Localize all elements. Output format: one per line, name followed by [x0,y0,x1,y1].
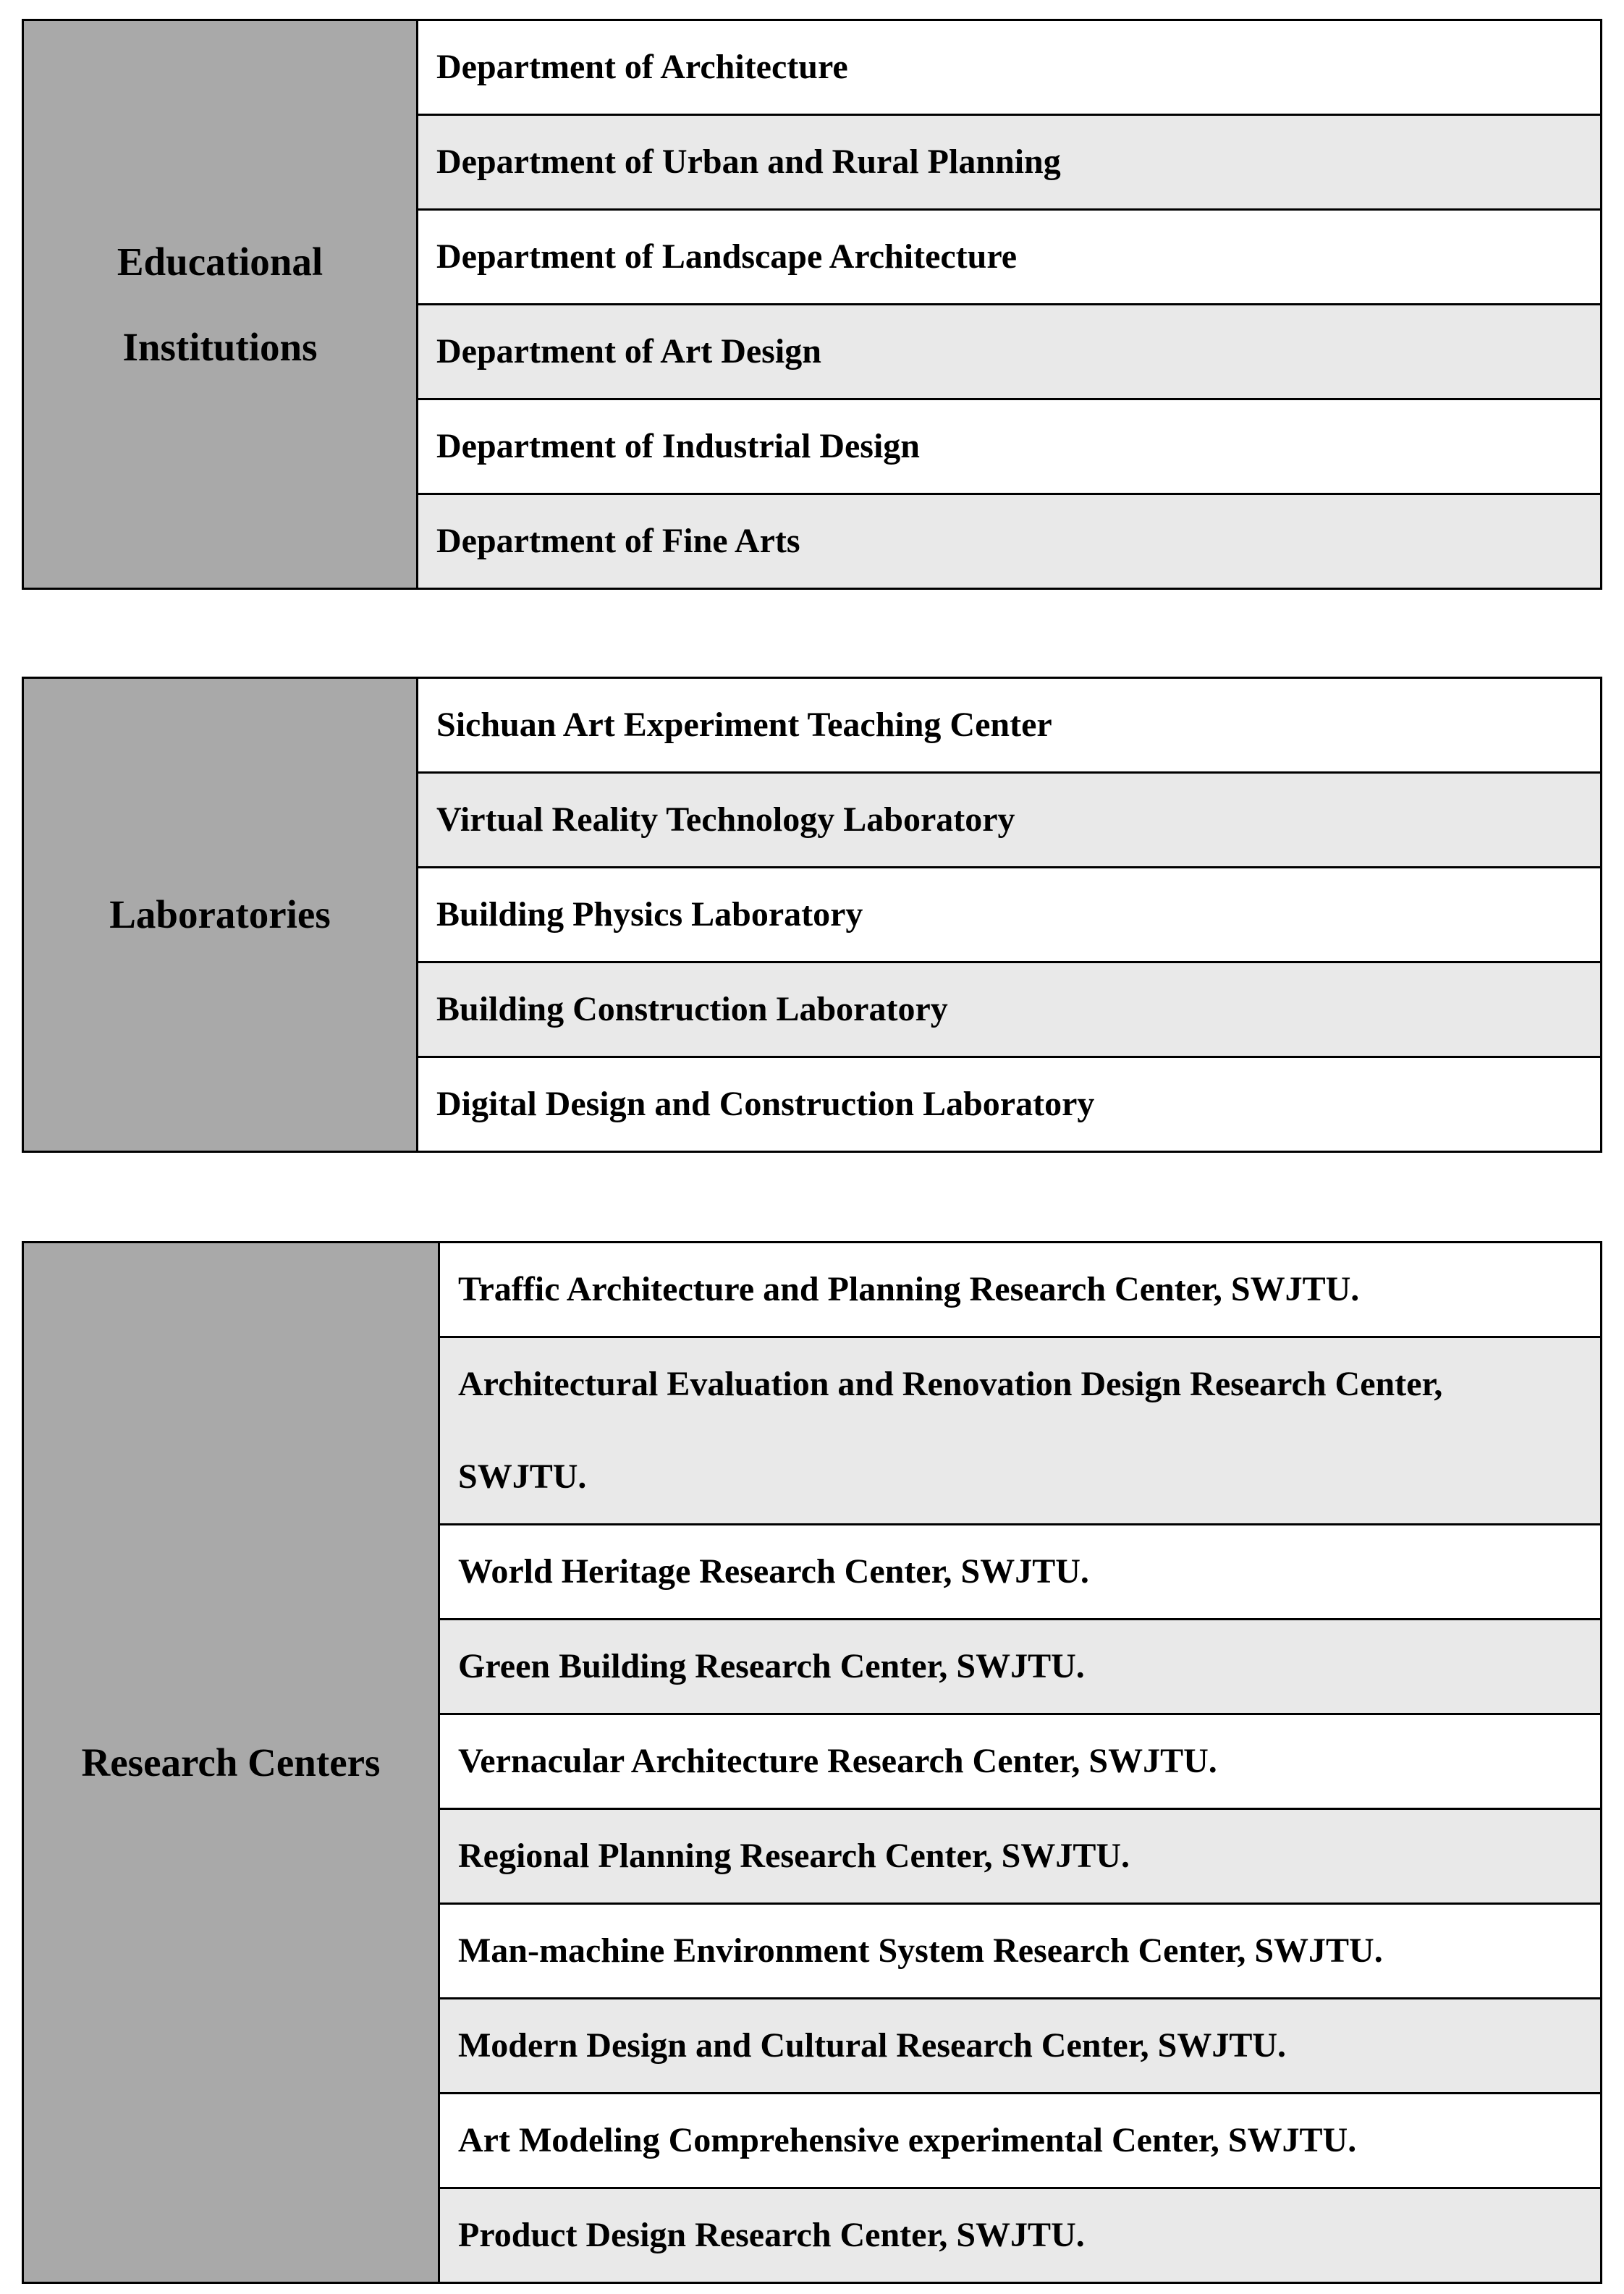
org-table-section-laboratories [22,677,1602,1153]
row-text: Regional Planning Research Center, SWJTU. [458,1837,1130,1875]
org-table-section-educational-institutions [22,19,1602,590]
row-text: Digital Design and Construction Laboratory [436,1085,1095,1123]
org-table-section-research-centers [22,1241,1602,2284]
row-text: Traffic Architecture and Planning Research Center, SWJTU. [458,1270,1360,1308]
row-text: Product Design Research Center, SWJTU. [458,2216,1085,2254]
table-row [440,2187,1600,2282]
row-text: Man-machine Environment System Research Center, SWJTU. [458,1931,1383,1970]
table-row [418,961,1600,1056]
row-text: World Heritage Research Center, SWJTU. [458,1552,1089,1591]
table-row [440,2092,1600,2187]
row-text: Department of Industrial Design [436,427,920,465]
table-row [418,771,1600,866]
section-label: Laboratories [24,679,418,1151]
table-row [440,1243,1600,1336]
table-row [440,1336,1600,1523]
table-row [440,1618,1600,1713]
row-text: Architectural Evaluation and Renovation Design Research Center, SWJTU. [458,1365,1443,1496]
row-text: Modern Design and Cultural Research Center, SWJTU. [458,2026,1287,2065]
table-row [440,1713,1600,1808]
row-text: Department of Landscape Architecture [436,237,1018,276]
row-text: Building Construction Laboratory [436,990,948,1028]
row-text: Building Physics Laboratory [436,895,863,934]
row-text: Department of Urban and Rural Planning [436,143,1061,181]
table-row [440,1903,1600,1997]
section-label: Research Centers [24,1243,440,2282]
table-row [440,1808,1600,1903]
table-row [418,1056,1600,1151]
table-row [418,398,1600,493]
org-structure-tables [22,19,1602,2284]
section-rows [418,679,1600,1151]
table-row [418,208,1600,303]
row-text: Art Modeling Comprehensive experimental Center, SWJTU. [458,2121,1357,2159]
row-text: Sichuan Art Experiment Teaching Center [436,706,1052,744]
row-text: Green Building Research Center, SWJTU. [458,1647,1085,1685]
table-row [418,303,1600,398]
section-rows [440,1243,1600,2282]
table-row [418,21,1600,114]
section-rows [418,21,1600,588]
row-text: Department of Art Design [436,332,821,371]
table-row [440,1523,1600,1618]
section-label: Educational Institutions [24,21,418,588]
table-row [418,114,1600,208]
table-row [418,679,1600,771]
table-row [418,866,1600,961]
table-row [418,493,1600,588]
row-text: Vernacular Architecture Research Center, SWJTU. [458,1742,1217,1780]
row-text: Department of Architecture [436,48,848,86]
table-row [440,1997,1600,2092]
row-text: Virtual Reality Technology Laboratory [436,800,1015,839]
row-text: Department of Fine Arts [436,522,800,560]
